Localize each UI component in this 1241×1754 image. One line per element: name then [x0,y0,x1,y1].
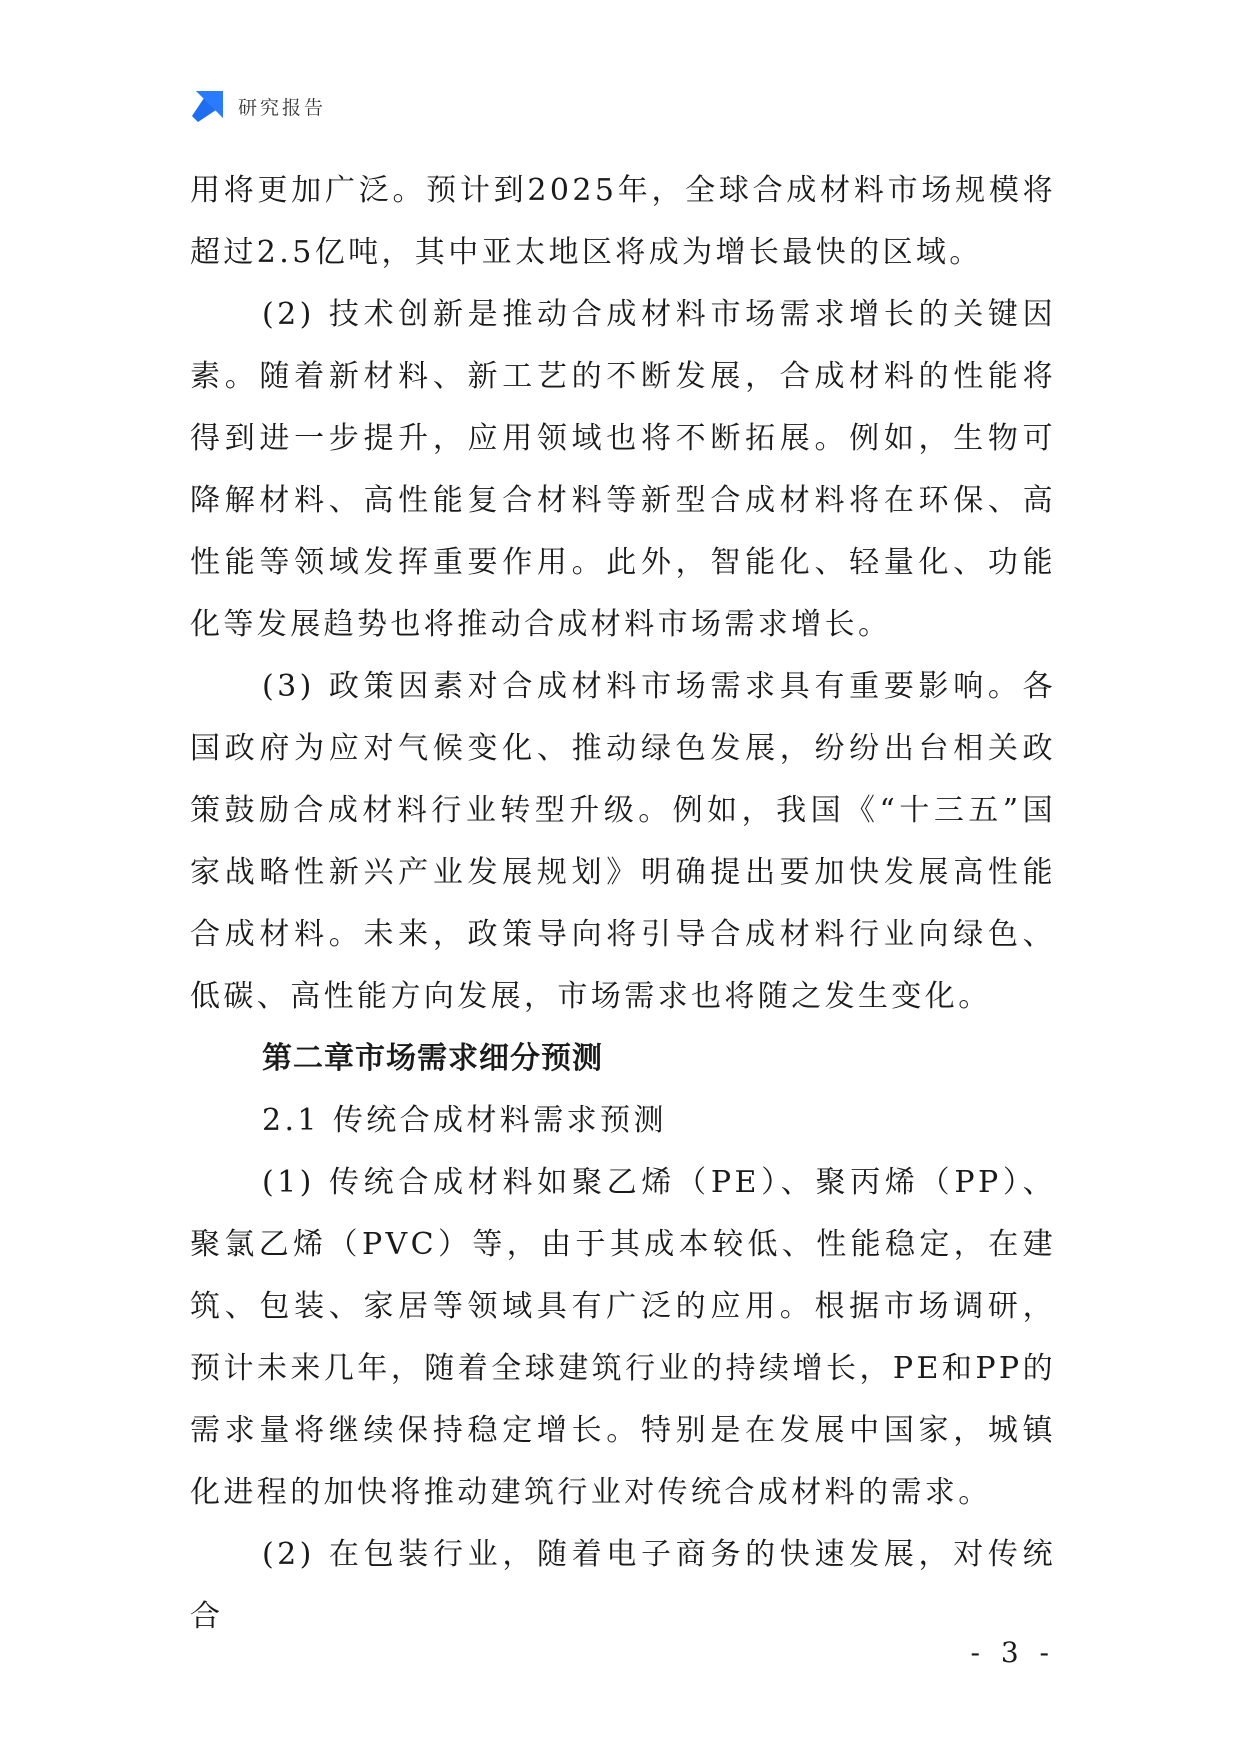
paragraph-traditional-materials: (1) 传统合成材料如聚乙烯（PE）、聚丙烯（PP）、聚氯乙烯（PVC）等，由于其成本较低、性能稳定，在建筑、包装、家居等领域具有广泛的应用。根据市场调研，预计未来几年，随着全球建筑行业的持续增长，PE和PP的需求量将继续保持稳定增长。特别是在发展中国家，城镇化进程的加快将推动建筑行业对传统合成材料的需求。 [190,1165,1056,1510]
section-heading: 2.1 传统合成材料需求预测 [262,1103,667,1138]
paragraph-packaging: (2) 在包装行业，随着电子商务的快速发展，对传统合 [190,1537,1056,1634]
report-header [190,86,326,126]
paragraph-technology-innovation: (2) 技术创新是推动合成材料市场需求增长的关键因素。随着新材料、新工艺的不断发展，合成材料的性能将得到进一步提升，应用领域也将不断拓展。例如，生物可降解材料、高性能复合材料等新型合成材料将在环保、高性能等领域发挥重要作用。此外，智能化、轻量化、功能化等发展趋势也将推动合成材料市场需求增长。 [190,297,1056,642]
page-number: - 3 - [970,1636,1055,1669]
paragraph-continuation: 用将更加广泛。预计到2025年，全球合成材料市场规模将超过2.5亿吨，其中亚太地区将成为增长最快的区域。 [190,173,1056,270]
paragraph-policy-factors: (3) 政策因素对合成材料市场需求具有重要影响。各国政府为应对气候变化、推动绿色发展，纷纷出台相关政策鼓励合成材料行业转型升级。例如，我国《“十三五”国家战略性新兴产业发展规划》明确提出要加快发展高性能合成材料。未来，政策导向将引导合成材料行业向绿色、低碳、高性能方向发展，市场需求也将随之发生变化。 [190,669,1056,1014]
arrow-up-right-logo-icon [190,88,226,124]
report-type-label: 研究报告 [238,96,327,119]
document-body [190,160,1056,1648]
chapter-heading: 第二章市场需求细分预测 [262,1041,603,1076]
